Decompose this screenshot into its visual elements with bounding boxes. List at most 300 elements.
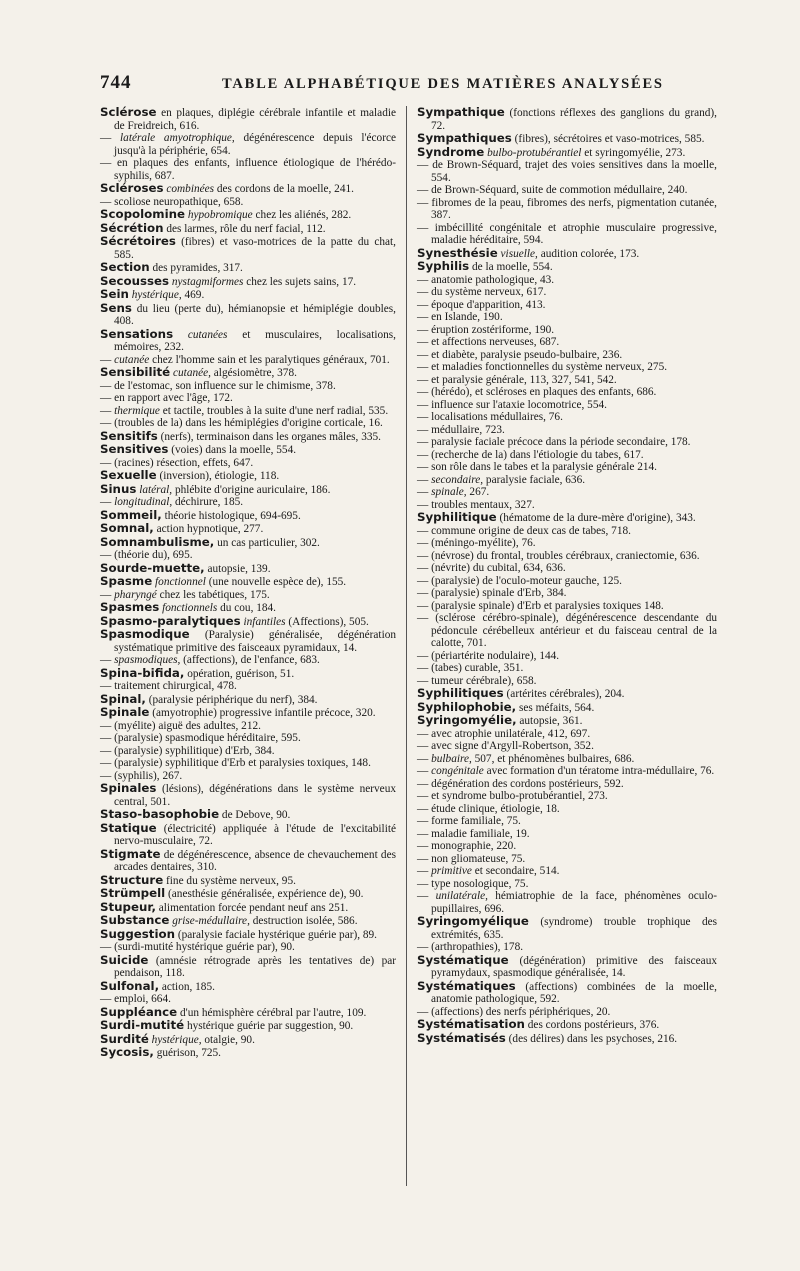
continuation-dash: — [100,549,115,561]
index-text: et syndrome bulbo-protubérantiel, 273. [431,790,608,802]
index-term: Synesthésie [417,245,498,260]
continuation-dash: — [100,941,115,953]
continuation-dash: — [417,411,432,423]
index-entry [417,286,717,299]
index-term: Systématiques [417,978,516,993]
index-text: (voies) dans la moelle, 554. [171,444,297,456]
continuation-dash: — [417,286,432,298]
continuation-dash: — [417,348,432,361]
index-text: (anesthésie généralisée, expérience de), 90. [168,888,364,900]
index-text: d'un hémisphère cérébral par l'autre, 109. [180,1006,367,1019]
index-text: destruction isolée, 586. [249,915,358,927]
index-term: Sécrétion [100,220,164,235]
index-entry [100,720,396,733]
continuation-dash: — [417,599,432,612]
index-text: anatomie pathologique, 43. [431,273,555,286]
index-text: opération, guérison, 51. [187,667,295,680]
index-term: Syndrome [417,144,485,159]
index-term: Sensations [100,326,174,341]
index-qualifier: bulbaire, [431,752,472,765]
index-entry [100,914,396,928]
index-text: et syringomyélie, 273. [581,146,686,159]
continuation-dash: — [100,417,115,429]
continuation-dash: — [417,765,432,777]
index-text: chez l'homme sain et les paralytiques généraux, 701. [149,353,390,366]
continuation-dash: — [417,649,432,662]
index-entry [417,1018,717,1032]
index-term: Spasme [100,574,153,588]
index-text: imbécillité congénitale et atrophie musculaire progressive, maladie héréditaire, 594. [431,221,717,246]
index-entry [417,324,717,337]
index-entry [100,901,396,915]
index-text: éruption zostériforme, 190. [431,323,555,336]
index-text: influence sur l'ataxie locomotrice, 554. [431,398,607,411]
index-term: Sympathique [417,105,505,119]
index-entry [417,537,717,550]
index-text: (dégénération) primitive des faisceaux pyramydaux, spasmodique généralisée, 14. [431,954,717,979]
index-entry [417,299,717,312]
index-qualifier: infantiles [243,615,286,628]
continuation-dash: — [417,273,432,286]
index-term: Scléroses [100,181,164,195]
index-entry [417,687,717,701]
index-text: (paralysie) syphilitique d'Erb et paralysies toxiques, 148. [114,757,371,769]
index-text: algésiomètre, 378. [210,367,297,379]
index-entry [100,208,396,222]
index-term: Suicide [100,952,149,967]
index-entry [417,311,717,324]
index-entry [417,790,717,803]
index-text: (une nouvelle espèce de), 155. [205,576,347,588]
index-text: et musculaires, localisations, mémoires, 232. [114,328,396,353]
continuation-dash: — [417,802,432,815]
index-entry [417,701,717,715]
index-term: Spinales [100,781,157,795]
index-column-right [417,106,717,1045]
index-entry [417,411,717,424]
index-term: Sympathiques [417,131,512,145]
index-text: forme familiale, 75. [431,815,521,827]
index-entry [100,667,396,681]
index-entry [417,399,717,412]
index-entry [417,587,717,600]
index-text: de Brown-Séquard, suite de commotion médullaire, 240. [431,184,688,196]
index-entry [417,840,717,853]
index-text: phlébite d'origine auriculaire, 186. [172,483,331,496]
index-entry [100,601,396,615]
continuation-dash: — [417,587,432,599]
index-text: chez les sujets sains, 17. [243,275,357,288]
index-entry [417,424,717,437]
index-text: en plaques des enfants, influence étiologique de l'hérédo-syphilis, 687. [114,157,396,182]
continuation-dash: — [417,890,436,902]
index-qualifier: unilatérale, [435,890,488,902]
index-text: traitement chirurgical, 478. [114,680,237,692]
index-text: (syphilis), 267. [114,769,183,782]
index-text: (arthropathies), 178. [431,941,524,953]
index-text: (affections) combinées de la moelle, anatomie pathologique, 592. [431,980,718,1005]
index-text: (périartérite nodulaire), 144. [431,649,560,662]
column-divider [406,106,407,1186]
index-text: paralysie faciale précoce dans la période secondaire, 178. [431,436,691,448]
index-entry [100,469,396,483]
index-qualifier: primitive [431,865,472,877]
index-entry [100,1006,396,1020]
index-text: (sclérose cérébro-spinale), dégénérescence descendante du pédoncule cérébelleux antérieur et du faisceau central de la calotte, 701. [431,612,717,649]
index-term: Substance [100,913,170,927]
index-term: Spasmodique [100,627,190,641]
index-text: autopsie, 139. [207,562,271,575]
continuation-dash: — [100,719,115,732]
index-text: époque d'apparition, 413. [431,298,546,311]
continuation-dash: — [417,159,433,171]
continuation-dash: — [417,436,432,448]
index-entry [417,260,717,274]
index-term: Stupeur, [100,899,156,914]
index-text: (fibres) et vaso-motrices de la patte du chat, 585. [114,236,396,261]
index-term: Structure [100,872,164,887]
index-text: avec signe d'Argyll-Robertson, 352. [431,740,594,752]
index-qualifier: latérale amyotrophique, [120,132,235,144]
index-entry [417,575,717,588]
index-text: médullaire, 723. [431,423,505,436]
index-text: (affections), de l'enfance, 683. [180,654,320,666]
index-text: de Debove, 90. [221,809,291,821]
index-entry [417,274,717,287]
index-entry [100,615,396,629]
index-entry [417,890,717,915]
index-text: hystérique guérie par suggestion, 90. [186,1020,354,1032]
continuation-dash: — [417,473,432,486]
index-text: (méningo-myélite), 76. [431,537,536,549]
index-entry [100,443,396,457]
index-text: et maladies fonctionnelles du système nerveux, 275. [431,361,668,373]
index-entry [100,392,396,405]
index-term: Statique [100,820,157,835]
index-qualifier: cutanée [114,353,150,366]
index-term: Secousses [100,273,170,288]
index-qualifier: longitudinal, [114,496,173,508]
index-text: des cordons postérieurs, 376. [527,1019,660,1031]
continuation-dash: — [417,827,432,840]
index-entry [100,106,396,132]
index-text: (paralysie) spasmodique héréditaire, 595. [114,732,301,744]
index-entry [100,757,396,770]
index-qualifier: hypobromique [187,209,253,221]
continuation-dash: — [100,496,115,508]
index-column-left [100,106,396,1060]
continuation-dash: — [417,184,432,196]
index-text: (recherche de la) dans l'étiologie du tabes, 617. [431,448,644,461]
index-text: autopsie, 361. [519,715,583,727]
continuation-dash: — [417,852,432,865]
index-text: et secondaire, 514. [471,865,560,877]
index-text: monographie, 220. [431,840,517,852]
continuation-dash: — [417,840,432,852]
index-term: Sensitives [100,442,169,456]
index-qualifier: visuelle, [500,247,538,260]
index-entry [417,336,717,349]
index-entry [417,915,717,941]
index-term: Sourde-muette, [100,560,205,575]
index-entry [100,874,396,888]
index-entry [417,197,717,222]
index-entry [100,693,396,707]
index-text: fibromes de la peau, fibromes des nerfs, pigmentation cutanée, 387. [431,196,717,221]
index-entry [417,740,717,753]
index-entry [417,1032,717,1046]
index-term: Scopolomine [100,207,186,221]
index-term: Syphilis [417,259,470,273]
index-term: Surdité [100,1031,149,1046]
continuation-dash: — [417,790,432,802]
continuation-dash: — [100,654,115,666]
index-text: non gliomateuse, 75. [431,852,526,865]
index-text: maladie familiale, 19. [431,827,530,840]
index-entry [100,222,396,236]
index-entry [417,650,717,663]
continuation-dash: — [417,373,432,386]
index-term: Sensitifs [100,428,158,443]
continuation-dash: — [417,877,432,890]
index-term: Sensibilité [100,365,171,379]
index-term: Section [100,260,150,274]
index-text: (fonctions réflexes des ganglions du grand), 72. [431,107,717,132]
index-text: de Brown-Séquard, trajet des voies sensitives dans la moelle, 554. [431,159,717,184]
continuation-dash: — [417,1005,432,1018]
index-text: otalgie, 90. [201,1033,255,1046]
continuation-dash: — [417,777,432,790]
index-qualifier: thermique [114,404,160,417]
index-term: Systématisation [417,1017,525,1031]
index-term: Staso-basophobie [100,807,220,821]
index-qualifier: cutanées [187,328,228,341]
index-entry [100,157,396,182]
continuation-dash: — [417,549,432,562]
index-text: (troubles de la) dans les hémiplégies d'origine corticale, 16. [114,417,383,429]
index-text: de dégénérescence, absence de chevauchement des arcades dentaires, 310. [114,848,396,873]
index-entry [417,612,717,650]
index-entry [417,184,717,197]
continuation-dash: — [417,612,436,624]
index-text: de la moelle, 554. [472,261,553,273]
index-term: Somnal, [100,521,154,535]
index-entry [417,562,717,575]
index-term: Stigmate [100,846,161,861]
index-text: (théorie du), 695. [114,549,193,561]
continuation-dash: — [417,361,432,373]
index-text: des pyramides, 317. [152,262,243,274]
index-entry [417,954,717,980]
index-qualifier: spinale, [431,486,467,498]
index-entry [100,706,396,720]
index-text: de l'estomac, son influence sur le chimisme, 378. [114,379,336,392]
index-entry [417,865,717,878]
index-text: du cou, 184. [217,602,276,614]
index-text: (surdi-mutité hystérique guérie par), 90. [114,941,295,953]
index-entry [100,745,396,758]
index-text: scoliose neuropathique, 658. [114,195,244,208]
continuation-dash: — [100,680,115,692]
index-text: (paralysie spinale) d'Erb et paralysies toxiques 148. [431,599,664,612]
index-qualifier: pharyngé [114,588,157,601]
index-term: Spinal, [100,691,146,706]
index-entry [100,522,396,536]
index-text: type nosologique, 75. [431,877,529,890]
index-entry [417,525,717,538]
continuation-dash: — [100,132,121,144]
index-term: Systématisés [417,1030,506,1045]
continuation-dash: — [417,752,432,765]
continuation-dash: — [417,524,432,537]
index-term: Suppléance [100,1004,178,1019]
index-entry [100,980,396,994]
index-text: guérison, 725. [156,1047,222,1059]
continuation-dash: — [417,398,432,411]
index-text: fine du système nerveux, 95. [166,874,296,887]
index-text: théorie histologique, 694-695. [164,509,301,522]
index-text: du système nerveux, 617. [431,286,547,298]
continuation-dash: — [100,392,115,404]
index-entry [417,853,717,866]
index-term: Sinus [100,481,137,496]
index-text: (nerfs), terminaison dans les organes mâles, 335. [160,430,381,443]
index-entry [417,146,717,160]
continuation-dash: — [417,674,432,687]
index-entry [417,159,717,184]
index-qualifier: hystérique, [131,289,182,301]
index-qualifier: hystérique, [151,1033,202,1046]
index-entry [417,374,717,387]
continuation-dash: — [100,757,115,769]
index-term: Spasmo-paralytiques [100,613,241,628]
index-entry [417,778,717,791]
index-entry [417,765,717,778]
index-text: 507, et phénomènes bulbaires, 686. [471,752,635,765]
index-entry [100,132,396,157]
index-term: Somnambulisme, [100,534,215,549]
index-text: (inversion), étiologie, 118. [159,470,280,482]
index-entry [100,1033,396,1047]
index-entry [417,511,717,525]
index-term: Sens [100,300,132,315]
index-entry [417,803,717,816]
index-term: Sulfonal, [100,978,160,993]
continuation-dash: — [417,815,432,827]
index-entry [100,562,396,576]
index-text: (myélite) aiguë des adultes, 212. [114,719,261,732]
index-text: avec formation d'un tératome intra-médullaire, 76. [483,765,715,777]
index-qualifier: bulbo-protubérantiel [487,146,582,159]
index-text: (Affections), 505. [285,615,369,628]
index-entry [417,461,717,474]
index-entry [417,132,717,146]
index-qualifier: secondaire, [431,473,484,486]
index-term: Syringomyélique [417,914,529,928]
index-text: chez les aliénés, 282. [252,209,352,221]
index-text: hémiatrophie de la face, phénomènes oculo-pupillaires, 696. [431,890,717,915]
index-text: (Paralysie) généralisée, dégénération systématique primitive des faisceaux pyramidaux, 14. [114,629,397,654]
index-entry [417,486,717,499]
index-text: en rapport avec l'âge, 172. [114,392,233,404]
index-qualifier: congénitale [431,765,484,777]
continuation-dash: — [417,662,432,674]
index-entry [417,386,717,399]
index-qualifier: fonctionnel [155,576,206,588]
index-qualifier: grise-médullaire, [172,915,250,927]
index-entry [100,366,396,380]
index-entry [100,483,396,497]
continuation-dash: — [417,727,432,740]
index-text: (paralysie) spinale d'Erb, 384. [431,587,567,599]
index-term: Sycosis, [100,1045,154,1059]
index-entry [100,782,396,808]
index-entry [417,753,717,766]
index-entry [417,550,717,563]
index-text: (hématome de la dure-mère d'origine), 343. [499,512,696,524]
index-text: (syndrome) trouble trophique des extrémités, 635. [431,916,718,941]
continuation-dash: — [417,311,432,323]
index-text: ses méfaits, 564. [518,701,595,714]
index-entry [417,828,717,841]
index-text: (amnésie rétrograde après les tentatives de) par pendaison, 118. [114,954,397,979]
continuation-dash: — [100,769,115,782]
continuation-dash: — [417,336,432,348]
index-text: déchirure, 185. [172,496,244,508]
continuation-dash: — [417,562,432,574]
index-entry [417,728,717,741]
index-entry [417,247,717,261]
index-text: tumeur cérébrale), 658. [431,674,537,687]
index-text: chez les tabétiques, 175. [156,588,270,601]
continuation-dash: — [100,195,115,208]
index-text: un cas particulier, 302. [217,536,320,549]
index-text: 469. [181,289,205,301]
index-entry [100,808,396,822]
index-entry [417,980,717,1006]
index-entry [100,509,396,523]
index-text: des larmes, rôle du nerf facial, 112. [166,222,326,235]
continuation-dash: — [417,486,432,498]
index-text: des cordons de la moelle, 241. [214,183,354,195]
index-entry [100,182,396,196]
index-text: (amyotrophie) progressive infantile précoce, 320. [152,707,376,719]
index-entry [417,662,717,675]
index-text: localisations médullaires, 76. [431,411,563,423]
index-qualifier: latéral, [139,483,173,496]
running-title: TABLE ALPHABÉTIQUE DES MATIÈRES ANALYSÉES [222,76,664,92]
index-text: dégénération des cordons postérieurs, 592. [431,777,624,790]
continuation-dash: — [417,448,432,461]
index-entry [417,222,717,247]
index-entry [417,361,717,374]
index-text: (racines) résection, effets, 647. [114,456,254,469]
index-entry [417,600,717,613]
index-text: (paralysie périphérique du nerf), 384. [148,693,318,706]
index-entry [100,1019,396,1033]
index-qualifier: spasmodiques, [114,654,181,666]
index-entry [100,302,396,328]
index-entry [100,288,396,302]
continuation-dash: — [100,588,115,601]
index-entry [417,436,717,449]
index-entry [100,380,396,393]
continuation-dash: — [100,379,115,392]
index-text: (paralysie) syphilitique) d'Erb, 384. [114,744,275,757]
index-text: (paralysie) de l'oculo-moteur gauche, 125. [431,574,622,587]
index-entry [100,954,396,980]
index-text: action, 185. [161,980,215,993]
